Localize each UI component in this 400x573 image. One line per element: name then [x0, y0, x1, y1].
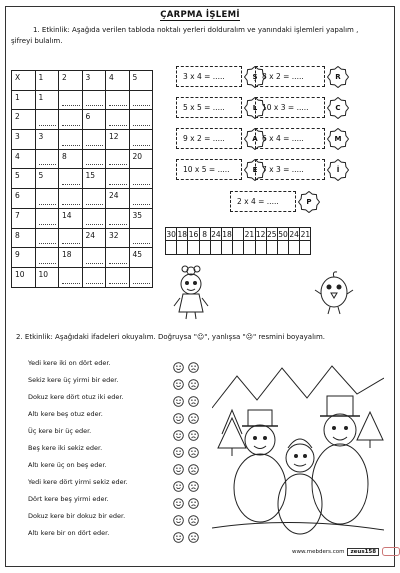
dotted-line — [62, 125, 80, 126]
blank-cell[interactable] — [106, 169, 130, 189]
blank-cell[interactable] — [35, 208, 59, 228]
blank-cell[interactable] — [129, 110, 153, 130]
table-cell: 5 — [35, 169, 59, 189]
statement-text: Dört kere beş yirmi eder. — [28, 495, 109, 503]
blank-cell[interactable] — [106, 90, 130, 110]
statement-text: Yedi kere iki on dört eder. — [28, 359, 111, 367]
blank-cell[interactable] — [129, 228, 153, 248]
answer-cell: 21 — [244, 229, 255, 239]
blank-cell[interactable] — [82, 248, 106, 268]
letter-blank-cell[interactable] — [266, 241, 277, 255]
snowmen-illustration — [212, 348, 384, 544]
statement-text: Beş kere iki sekiz eder. — [28, 444, 103, 452]
dotted-line — [133, 204, 151, 205]
dotted-line — [39, 243, 57, 244]
dotted-line — [62, 184, 80, 185]
table-row — [12, 149, 153, 169]
dotted-line — [86, 283, 104, 284]
dotted-line — [133, 145, 151, 146]
blank-cell[interactable] — [59, 130, 83, 150]
answer-cell: 30 — [166, 229, 176, 239]
table-cell: 6 — [82, 110, 106, 130]
table-cell: 1 — [35, 90, 59, 110]
letter-blank-cell[interactable] — [188, 241, 199, 255]
answer-cell: 25 — [267, 229, 277, 239]
blank-cell[interactable] — [82, 208, 106, 228]
blank-cell[interactable] — [35, 110, 59, 130]
table-cell: 20 — [129, 149, 153, 169]
table-cell: 45 — [129, 248, 153, 268]
blank-cell[interactable] — [129, 189, 153, 209]
smiley-face-icon[interactable] — [173, 528, 184, 547]
dotted-line — [86, 204, 104, 205]
equation-text[interactable]: 7 x 3 = ..... — [262, 165, 304, 174]
table-row — [12, 169, 153, 189]
dotted-line — [133, 184, 151, 185]
answer-cell: 24 — [289, 229, 299, 239]
dotted-line — [133, 243, 151, 244]
badge-letter: R — [335, 73, 341, 81]
blank-cell[interactable] — [82, 130, 106, 150]
table-cell: 8 — [12, 228, 36, 248]
publisher-logo — [382, 547, 400, 556]
answer-cell: 8 — [199, 228, 210, 241]
table-row — [12, 248, 153, 268]
badge-letter: L — [252, 104, 258, 112]
blank-cell[interactable] — [106, 149, 130, 169]
answer-letters-row — [166, 241, 311, 255]
dotted-line — [109, 105, 127, 106]
answer-cell — [233, 228, 244, 241]
blank-cell[interactable] — [35, 189, 59, 209]
dotted-line — [39, 125, 57, 126]
dotted-line — [86, 263, 104, 264]
equation-box — [176, 97, 242, 118]
statement-text: Altı kere üç on beş eder. — [28, 461, 107, 469]
letter-badge — [327, 159, 349, 181]
table-cell: 4 — [12, 149, 36, 169]
badge-letter: M — [334, 135, 342, 143]
letter-badge — [327, 97, 349, 119]
blank-cell[interactable] — [82, 189, 106, 209]
equation-box — [176, 128, 242, 149]
table-cell: 2 — [12, 110, 36, 130]
badge-letter: Ş — [252, 73, 258, 81]
table-cell: 12 — [106, 130, 130, 150]
badge-letter: P — [306, 198, 312, 206]
dotted-line — [62, 145, 80, 146]
letter-blank-cell[interactable] — [210, 241, 221, 255]
blank-cell[interactable] — [35, 149, 59, 169]
equation-text[interactable]: 3 x 4 = ..... — [183, 72, 225, 81]
letter-blank-cell[interactable] — [233, 241, 244, 255]
table-cell: 32 — [106, 228, 130, 248]
equation-text[interactable]: 10 x 3 = ..... — [262, 103, 309, 112]
equation-box — [230, 191, 296, 212]
blank-cell[interactable] — [59, 189, 83, 209]
table-cell: 6 — [12, 189, 36, 209]
blank-cell[interactable] — [59, 228, 83, 248]
dotted-line — [39, 224, 57, 225]
dotted-line — [62, 243, 80, 244]
answer-cell: 18 — [222, 229, 232, 239]
blank-cell[interactable] — [106, 208, 130, 228]
dotted-line — [86, 145, 104, 146]
footer — [292, 547, 400, 556]
equation-box — [255, 66, 325, 87]
statement-text: Dokuz kere bir dokuz bir eder. — [28, 512, 126, 520]
blank-cell[interactable] — [106, 267, 130, 287]
table-cell: 1 — [12, 90, 36, 110]
blank-cell[interactable] — [82, 90, 106, 110]
dotted-line — [39, 204, 57, 205]
table-cell: 7 — [12, 208, 36, 228]
letter-badge — [327, 128, 349, 150]
equation-text[interactable]: 6 x 4 = ..... — [262, 134, 304, 143]
blank-cell[interactable] — [35, 248, 59, 268]
dotted-line — [62, 283, 80, 284]
table-cell: 9 — [12, 248, 36, 268]
blank-cell[interactable] — [82, 149, 106, 169]
blank-cell[interactable] — [59, 90, 83, 110]
answer-numbers-row — [166, 228, 311, 241]
footer-site: www.mebders.com — [292, 548, 345, 555]
badge-letter: E — [252, 166, 258, 174]
statement-text: Altı kere beş otuz eder. — [28, 410, 103, 418]
table-cell: 10 — [35, 267, 59, 287]
table-header-row: X 1 2 3 4 5 — [12, 71, 153, 91]
equation-box — [252, 159, 325, 180]
statement-text: Yedi kere dört yirmi sekiz eder. — [28, 478, 128, 486]
blank-cell[interactable] — [106, 110, 130, 130]
dotted-line — [109, 263, 127, 264]
blank-cell[interactable] — [59, 169, 83, 189]
face-pair — [173, 528, 199, 547]
table-row — [12, 228, 153, 248]
statement-text: Dokuz kere dört otuz iki eder. — [28, 393, 124, 401]
answer-strip — [165, 227, 311, 255]
table-cell: 24 — [82, 228, 106, 248]
badge-letter: C — [335, 104, 341, 112]
dotted-line — [109, 184, 127, 185]
table-row — [12, 267, 153, 287]
badge-letter: A — [252, 135, 258, 143]
blank-cell[interactable] — [129, 169, 153, 189]
dotted-line — [109, 164, 127, 165]
multiplication-table — [11, 70, 153, 288]
dotted-line — [133, 125, 151, 126]
table-row — [12, 189, 153, 209]
equation-text[interactable]: 9 x 2 = ..... — [183, 134, 225, 143]
activity2-instruction: 2. Etkinlik: Aşağıdaki ifadeleri okuyalım. Doğruysa "☺", yanlışsa "☹" resmini boyayalım. — [16, 333, 326, 341]
table-cell: 5 — [12, 169, 36, 189]
statement-text: Sekiz kere üç yirmi bir eder. — [28, 376, 119, 384]
equation-box — [176, 159, 242, 180]
equation-text[interactable]: 5 x 5 = ..... — [183, 103, 225, 112]
blank-cell[interactable] — [129, 267, 153, 287]
table-cell: 3 — [35, 130, 59, 150]
table-cell: 10 — [12, 267, 36, 287]
blank-cell[interactable] — [129, 130, 153, 150]
letter-blank-cell[interactable] — [199, 241, 210, 255]
answer-cell: 12 — [255, 229, 266, 239]
dotted-line — [109, 283, 127, 284]
equation-text[interactable]: 2 x 4 = ..... — [237, 197, 279, 206]
girl-illustration — [170, 262, 212, 320]
letter-blank-cell[interactable] — [300, 241, 311, 255]
bird-illustration — [314, 270, 354, 316]
answer-cell: 16 — [188, 229, 199, 239]
table-cell: 15 — [82, 169, 106, 189]
letter-blank-cell[interactable] — [221, 241, 232, 255]
equation-text[interactable]: 8 x 2 = ..... — [262, 72, 304, 81]
page-title: ÇARPMA İŞLEMİ — [160, 10, 240, 20]
dotted-line — [62, 105, 80, 106]
letter-blank-cell[interactable] — [277, 241, 288, 255]
dotted-line — [133, 283, 151, 284]
activity1-instruction: 1. Etkinlik: Aşağıda verilen tabloda noktalı yerleri dolduralım ve yanındaki işlemleri yapalım , şifreyi bulalım. — [11, 26, 359, 45]
blank-cell[interactable] — [59, 267, 83, 287]
dotted-line — [39, 164, 57, 165]
sad-face-icon[interactable] — [188, 528, 199, 547]
letter-blank-cell[interactable] — [166, 241, 177, 255]
equation-box — [255, 128, 325, 149]
letter-blank-cell[interactable] — [255, 241, 266, 255]
dotted-line — [109, 125, 127, 126]
dotted-line — [86, 105, 104, 106]
blank-cell[interactable] — [129, 90, 153, 110]
table-cell: 18 — [59, 248, 83, 268]
blank-cell[interactable] — [82, 267, 106, 287]
table-row — [12, 90, 153, 110]
answer-cell: 18 — [177, 229, 188, 239]
letter-blank-cell[interactable] — [177, 241, 188, 255]
answer-cell: 24 — [211, 229, 221, 239]
letter-badge — [298, 191, 320, 213]
dotted-line — [39, 263, 57, 264]
dotted-line — [86, 224, 104, 225]
table-row — [12, 208, 153, 228]
table-cell: 3 — [12, 130, 36, 150]
equation-text[interactable]: 10 x 5 = ..... — [183, 165, 230, 174]
equation-box — [176, 66, 242, 87]
answer-cell: 21 — [300, 229, 311, 239]
statement-text: Üç kere bir üç eder. — [28, 427, 92, 435]
footer-tag: zeus158 — [347, 548, 379, 556]
table-row — [12, 110, 153, 130]
answer-cell: 50 — [278, 229, 288, 239]
table-cell: 24 — [106, 189, 130, 209]
dotted-line — [133, 105, 151, 106]
blank-cell[interactable] — [59, 110, 83, 130]
letter-blank-cell[interactable] — [244, 241, 255, 255]
table-cell: 14 — [59, 208, 83, 228]
dotted-line — [86, 164, 104, 165]
blank-cell[interactable] — [35, 228, 59, 248]
table-cell: 35 — [129, 208, 153, 228]
dotted-line — [109, 224, 127, 225]
dotted-line — [62, 204, 80, 205]
statement-text: Altı kere bir on dört eder. — [28, 529, 110, 537]
blank-cell[interactable] — [106, 248, 130, 268]
letter-badge — [327, 66, 349, 88]
equation-box — [252, 97, 325, 118]
table-cell: 8 — [59, 149, 83, 169]
badge-letter: İ — [336, 166, 340, 174]
table-row — [12, 130, 153, 150]
letter-blank-cell[interactable] — [289, 241, 300, 255]
